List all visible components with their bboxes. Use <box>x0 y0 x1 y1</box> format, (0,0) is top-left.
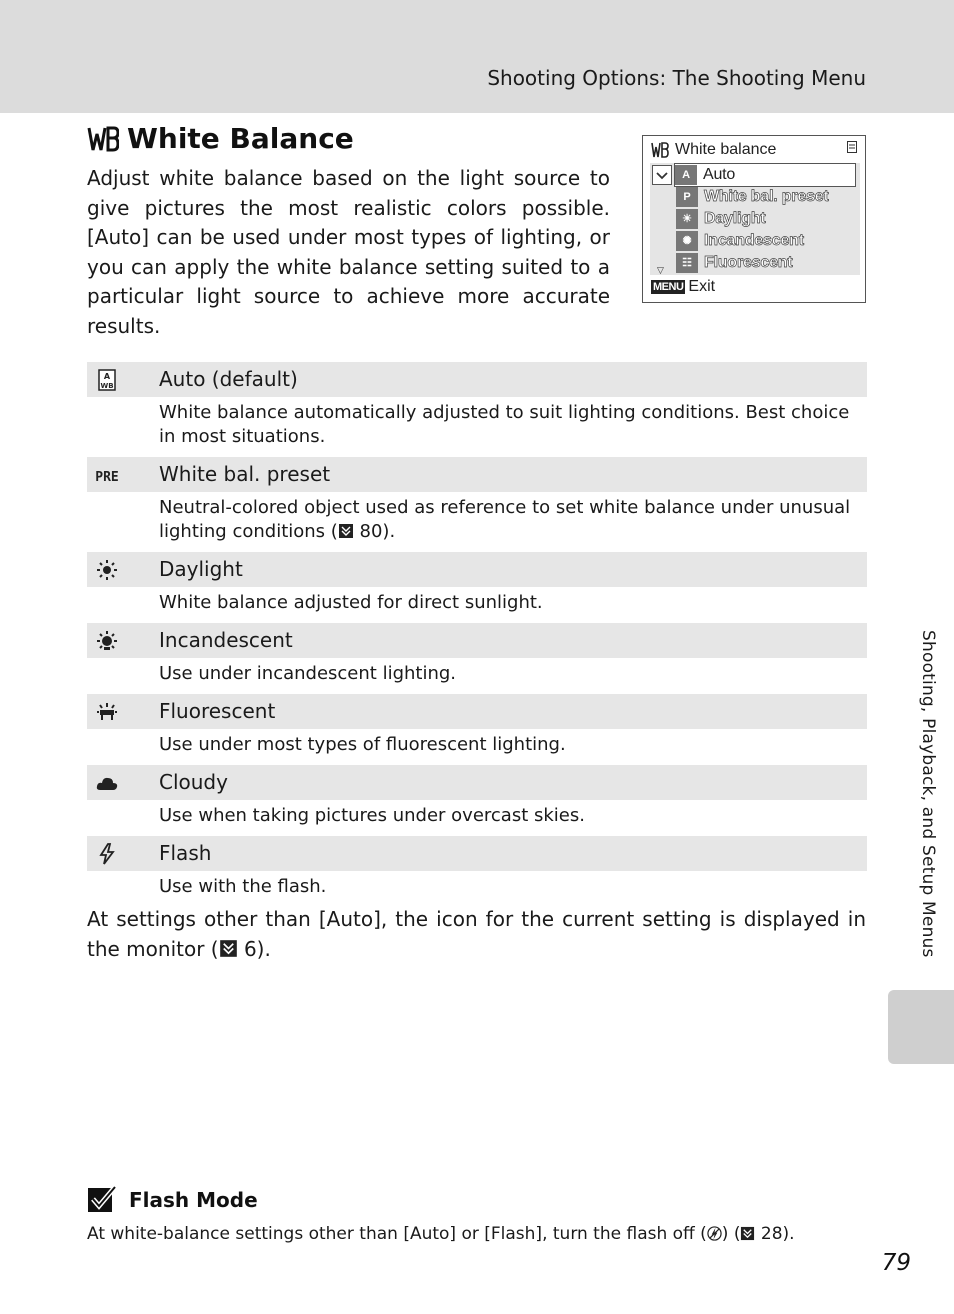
camera-menu-list <box>650 163 860 275</box>
page-reference-icon <box>740 1226 755 1241</box>
preset-icon: P <box>676 187 698 207</box>
white-balance-icon <box>651 141 669 159</box>
section-title <box>87 122 354 155</box>
setting-row-preset <box>87 457 867 492</box>
header-band <box>0 0 954 113</box>
scroll-down-icon: ▽ <box>657 265 664 275</box>
setting-label: Cloudy <box>159 770 228 794</box>
preset-icon <box>95 463 119 487</box>
running-header: Shooting Options: The Shooting Menu <box>487 66 866 90</box>
camera-menu-exit[interactable]: MENU Exit <box>653 278 716 295</box>
camera-menu-item-preset[interactable]: P White bal. preset <box>676 186 829 208</box>
page-reference-icon <box>219 939 238 958</box>
side-tab-label: Shooting, Playback, and Setup Menus <box>918 630 938 958</box>
svg-text:PRE: PRE <box>95 470 119 485</box>
auto-wb-icon <box>95 368 119 392</box>
side-tab-marker <box>888 990 954 1064</box>
setting-desc: Use with the flash. <box>159 876 327 897</box>
camera-menu-item-auto[interactable]: A Auto <box>674 163 856 187</box>
menu-page-icon <box>847 141 857 153</box>
menu-button-icon: MENU <box>653 281 684 293</box>
setting-row-fluorescent <box>87 694 867 729</box>
auto-wb-icon: A <box>675 165 697 185</box>
setting-label: Fluorescent <box>159 699 276 723</box>
setting-desc: White balance adjusted for direct sunlight. <box>159 592 543 613</box>
setting-desc: Neutral-colored object used as reference to set white balance under unusual lighting conditions ( 80). <box>159 497 851 542</box>
setting-label: Auto (default) <box>159 367 298 391</box>
incandescent-icon <box>95 629 119 653</box>
setting-desc: Use when taking pictures under overcast skies. <box>159 805 585 826</box>
setting-label: Flash <box>159 841 212 865</box>
page-number: 79 <box>881 1250 911 1276</box>
sun-icon: ☀ <box>676 209 698 229</box>
settings-table <box>87 362 867 907</box>
after-paragraph: At settings other than [Auto], the icon for the current setting is displayed in the monitor ( 6). <box>87 907 866 961</box>
svg-text:WB: WB <box>100 382 114 390</box>
setting-label: Daylight <box>159 557 243 581</box>
camera-menu-screen <box>642 135 866 303</box>
sun-icon <box>95 558 119 582</box>
camera-menu-item-daylight[interactable]: ☀ Daylight <box>676 208 766 230</box>
fluorescent-icon: ☷ <box>676 253 698 273</box>
setting-row-auto <box>87 362 867 397</box>
setting-row-incandescent <box>87 623 867 658</box>
svg-text:A: A <box>103 372 111 381</box>
fluorescent-icon <box>95 700 119 724</box>
cloud-icon <box>95 771 119 795</box>
chevron-down-icon <box>653 166 671 184</box>
setting-row-flash <box>87 836 867 871</box>
setting-label: Incandescent <box>159 628 293 652</box>
page-reference-icon <box>338 523 354 539</box>
setting-desc: White balance automatically adjusted to suit lighting conditions. Best choice in most situations. <box>159 402 850 447</box>
menu-tab-selector <box>652 165 672 185</box>
intro-paragraph: Adjust white balance based on the light source to give pictures the most realistic colors possible. [Auto] can be used under most types of lighting, or you can apply the white balance setting suited to a particular light source to achieve more accurate results. <box>87 166 610 338</box>
setting-label: White bal. preset <box>159 462 331 486</box>
setting-desc: Use under most types of fluorescent lighting. <box>159 734 566 755</box>
white-balance-icon <box>87 124 119 154</box>
camera-menu-item-fluorescent[interactable]: ☷ Fluorescent <box>676 252 793 274</box>
flash-icon <box>95 842 119 866</box>
incandescent-icon: ✺ <box>676 231 698 251</box>
camera-menu-title: White balance <box>651 141 776 159</box>
setting-row-cloudy <box>87 765 867 800</box>
flash-off-icon <box>707 1226 722 1241</box>
section-title-text: White Balance <box>127 122 354 155</box>
setting-row-daylight <box>87 552 867 587</box>
check-icon <box>87 1185 117 1215</box>
camera-menu-item-incandescent[interactable]: ✺ Incandescent <box>676 230 804 252</box>
note-title: Flash Mode <box>87 1185 258 1215</box>
note-body: At white-balance settings other than [Auto] or [Flash], turn the flash off ( ) ( 28). <box>87 1224 795 1244</box>
setting-desc: Use under incandescent lighting. <box>159 663 457 684</box>
